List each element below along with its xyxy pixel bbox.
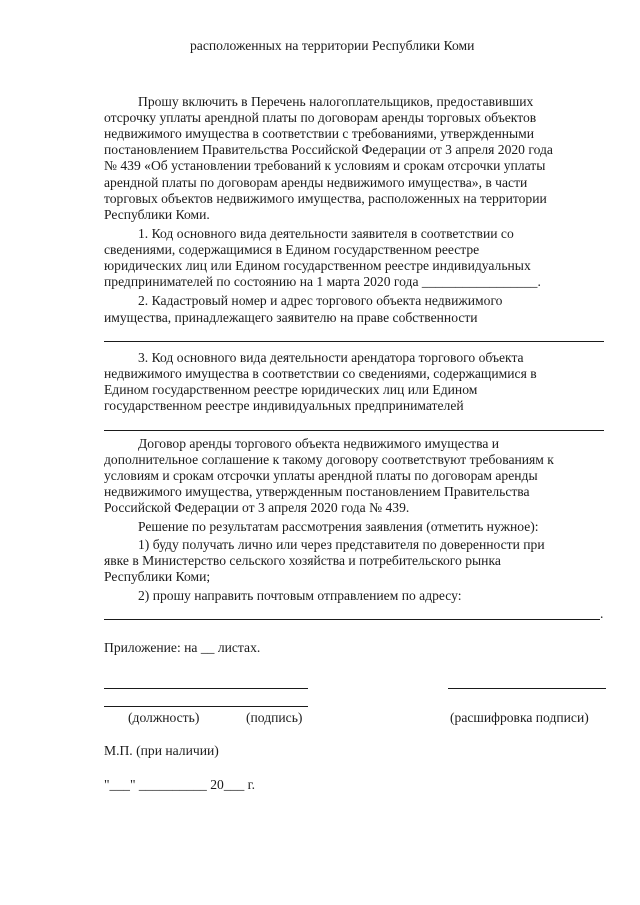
attachment-line: Приложение: на __ листах. <box>104 640 261 655</box>
item3-line: 3. Код основного вида деятельности арендатора торгового объекта <box>138 350 524 365</box>
item3-line: недвижимого имущества в соответствии со сведениями, содержащимися в <box>104 366 537 381</box>
decision-option1-line: Республики Коми; <box>104 569 211 584</box>
intro-line: недвижимого имущества в соответствии с требованиями, утвержденными <box>104 126 535 141</box>
intro-line: Прошу включить в Перечень налогоплательщиков, предоставивших <box>138 94 534 109</box>
signature-decode-line <box>448 688 606 689</box>
intro-line: арендной платы по договорам аренды недвижимого имущества», в части <box>104 175 528 190</box>
decision-option2-line: 2) прошу направить почтовым отправлением по адресу: <box>138 588 462 603</box>
item3-line: государственном реестре индивидуальных предпринимателей <box>104 398 464 413</box>
decision-option1-line: явке в Министерство сельского хозяйства и потребительского рынка <box>104 553 501 568</box>
intro-line: Республики Коми. <box>104 207 210 222</box>
address-fill-line <box>104 619 600 620</box>
item1-line: сведениями, содержащимися в Едином государственном реестре <box>104 242 480 257</box>
fill-in-line <box>104 341 604 342</box>
date-line: "___" __________ 20___ г. <box>104 777 256 792</box>
item2-line: имущества, принадлежащего заявителю на праве собственности <box>104 310 478 325</box>
header-line: расположенных на территории Республики Коми <box>190 38 475 53</box>
contract-line: Российской Федерации от 3 апреля 2020 года № 439. <box>104 500 410 515</box>
contract-line: Договор аренды торгового объекта недвижимого имущества и <box>138 436 500 451</box>
fill-in-line <box>104 430 604 431</box>
decode-caption: (расшифровка подписи) <box>450 710 589 725</box>
signature-line <box>104 706 308 707</box>
intro-line: отсрочку уплаты арендной платы по договорам аренды торговых объектов <box>104 110 537 125</box>
item3-line: Едином государственном реестре юридических лиц или Едином <box>104 382 478 397</box>
contract-line: дополнительное соглашение к такому договору соответствуют требованиям к <box>104 452 554 467</box>
item2-line: 2. Кадастровый номер и адрес торгового объекта недвижимого <box>138 293 503 308</box>
intro-line: торговых объектов недвижимого имущества, расположенных на территории <box>104 191 547 206</box>
item1-line: юридических лиц или Едином государственном реестре индивидуальных <box>104 258 531 273</box>
signature-line <box>104 688 308 689</box>
intro-line: постановлением Правительства Российской Федерации от 3 апреля 2020 года <box>104 142 553 157</box>
position-caption: (должность) <box>128 710 200 725</box>
contract-line: недвижимого имущества, утвержденным постановлением Правительства <box>104 484 530 499</box>
contract-line: условиям и срокам отсрочки уплаты арендной платы по договорам аренды <box>104 468 538 483</box>
intro-line: № 439 «Об установлении требований к условиям и срокам отсрочки уплаты <box>104 158 546 173</box>
decision-title: Решение по результатам рассмотрения заявления (отметить нужное): <box>138 519 539 534</box>
decision-option1-line: 1) буду получать лично или через представителя по доверенности при <box>138 537 545 552</box>
address-end-dot: . <box>600 606 604 621</box>
item1-line: предпринимателей по состоянию на 1 марта 2020 года _________________. <box>104 274 541 289</box>
stamp-line: М.П. (при наличии) <box>104 743 219 758</box>
sign-caption: (подпись) <box>246 710 303 725</box>
item1-line: 1. Код основного вида деятельности заявителя в соответствии со <box>138 226 514 241</box>
